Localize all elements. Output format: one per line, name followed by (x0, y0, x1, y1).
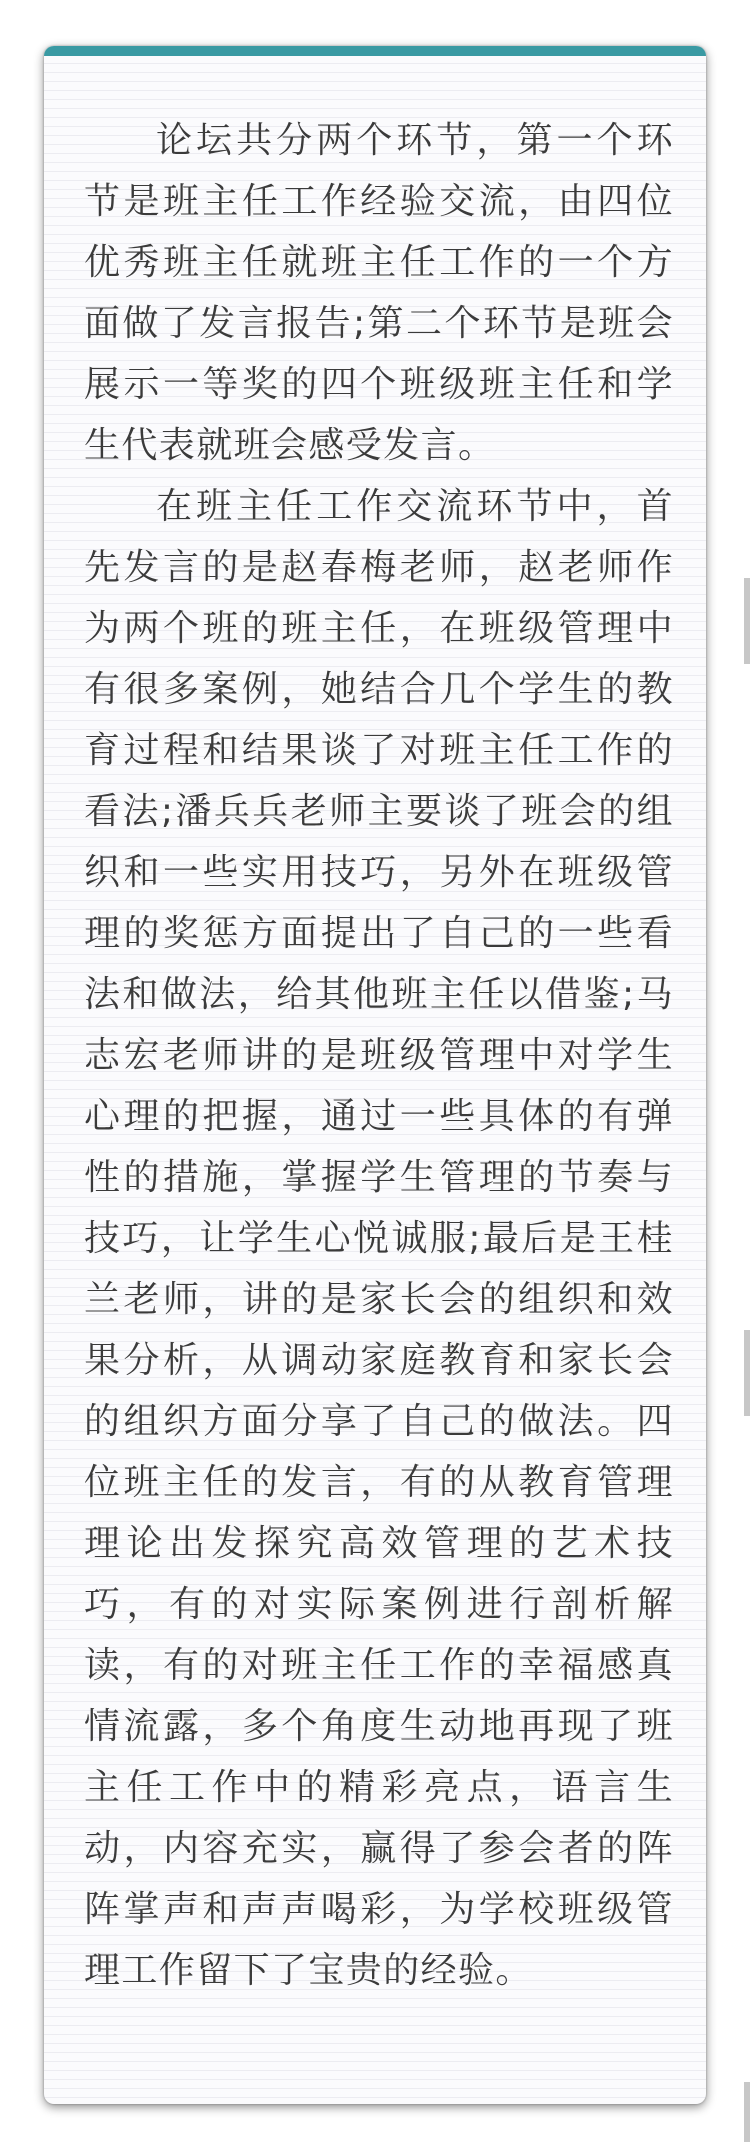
paragraph-exchange: 在班主任工作交流环节中，首先发言的是赵春梅老师，赵老师作为两个班的班主任，在班级管理中有很多案例，她结合几个学生的教育过程和结果谈了对班主任工作的看法;潘兵兵老师主要谈了班会的组织和一些实用技巧，另外在班级管理的奖惩方面提出了自己的一些看法和做法，给其他班主任以借鉴;马志宏老师讲的是班级管理中对学生心理的把握，通过一些具体的有弹性的措施，掌握学生管理的节奏与技巧，让学生心悦诚服;最后是王桂兰老师，讲的是家长会的组织和效果分析，从调动家庭教育和家长会的组织方面分享了自己的做法。四位班主任的发言，有的从教育管理理论出发探究高效管理的艺术技巧，有的对实际案例进行剖析解读，有的对班主任工作的幸福感真情流露，多个角度生动地再现了班主任工作中的精彩亮点，语言生动，内容充实，赢得了参会者的阵阵掌声和声声喝彩，为学校班级管理工作留下了宝贵的经验。 (84, 486, 674, 1991)
side-edge-marker (744, 1330, 750, 1416)
article-card (44, 46, 706, 2104)
paragraph-intro: 论坛共分两个环节，第一个环节是班主任工作经验交流，由四位优秀班主任就班主任工作的一个方面做了发言报告;第二个环节是班会展示一等奖的四个班级班主任和学生代表就班会感受发言。 (84, 120, 674, 466)
article-body (84, 110, 674, 2001)
card-accent-bar (44, 46, 706, 56)
side-edge-marker (744, 578, 750, 664)
side-edge-marker (744, 2082, 750, 2142)
